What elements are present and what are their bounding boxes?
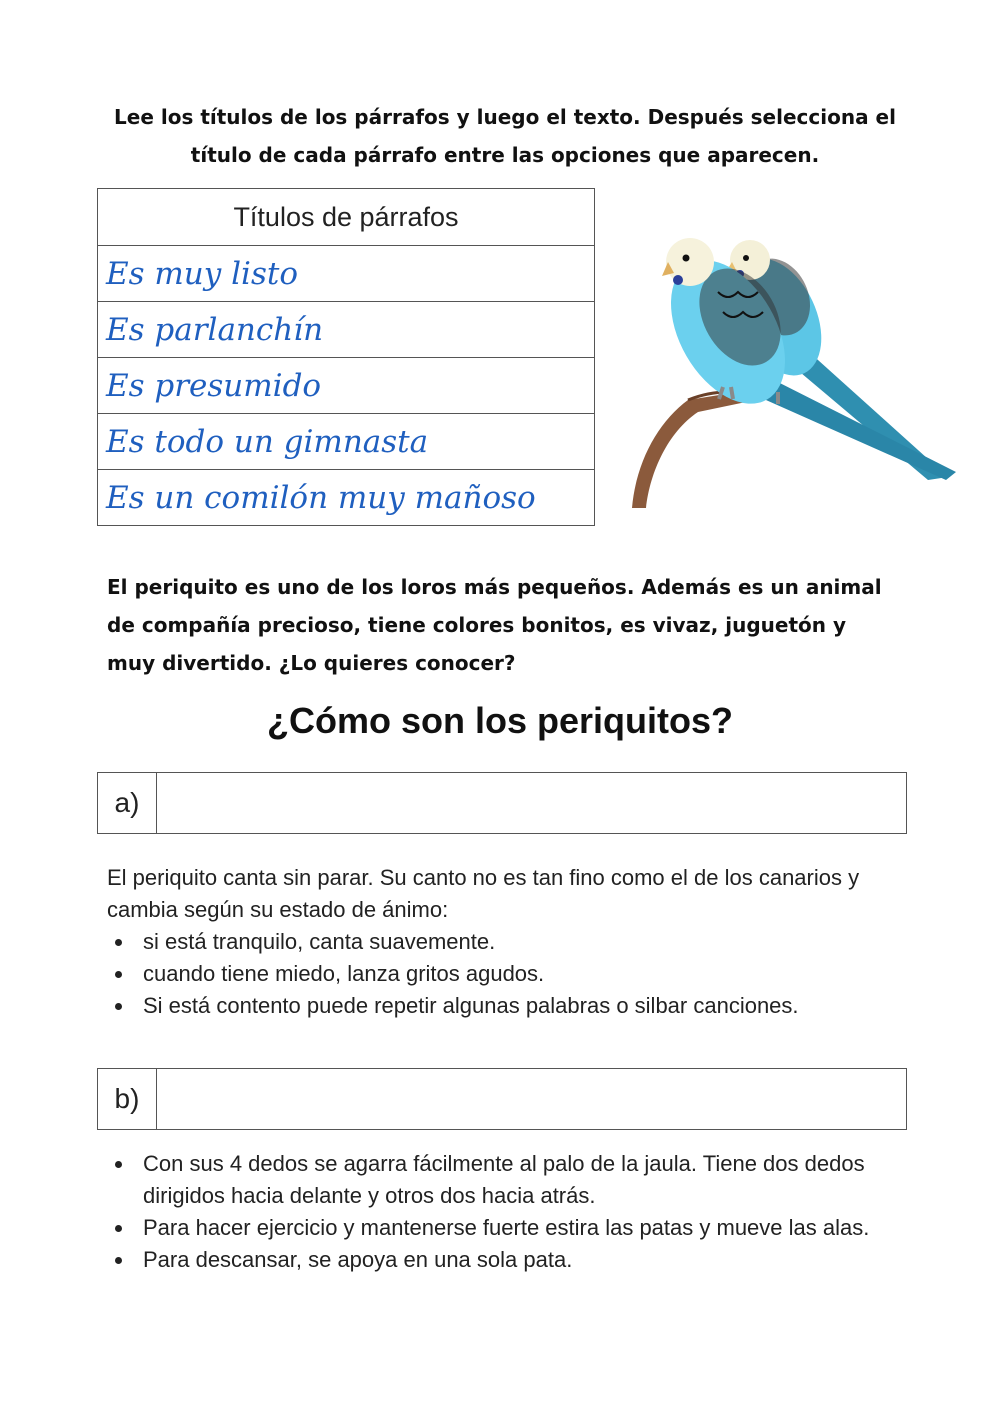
answer-label-a: a)	[98, 773, 157, 833]
answer-row-a	[97, 772, 907, 834]
titles-table-header: Títulos de párrafos	[98, 189, 595, 246]
paragraph-b	[107, 1148, 907, 1276]
paragraph-a	[107, 862, 907, 1022]
list-item: Con sus 4 dedos se agarra fácilmente al palo de la jaula. Tiene dos dedos dirigidos hacia delante y otros dos hacia atrás.	[143, 1148, 907, 1212]
list-item: Para hacer ejercicio y mantenerse fuerte estira las patas y mueve las alas.	[143, 1212, 907, 1244]
title-option[interactable]: Es presumido	[98, 358, 595, 414]
paragraph-b-list	[107, 1148, 907, 1276]
answer-dropzone-b[interactable]	[157, 1069, 906, 1129]
list-item: cuando tiene miedo, lanza gritos agudos.	[143, 958, 907, 990]
answer-row-b	[97, 1068, 907, 1130]
answer-dropzone-a[interactable]	[157, 773, 906, 833]
title-option[interactable]: Es un comilón muy mañoso	[98, 470, 595, 526]
titles-table	[97, 188, 595, 526]
title-option[interactable]: Es parlanchín	[98, 302, 595, 358]
list-item: si está tranquilo, canta suavemente.	[143, 926, 907, 958]
paragraph-a-list	[107, 926, 907, 1022]
instructions: Lee los títulos de los párrafos y luego el texto. Después selecciona el título de cada párrafo entre las opciones que aparecen.	[114, 105, 896, 167]
page-title: ¿Cómo son los periquitos?	[267, 700, 733, 741]
parakeets-image	[628, 222, 958, 512]
title-option[interactable]: Es todo un gimnasta	[98, 414, 595, 470]
paragraph-a-text: El periquito canta sin parar. Su canto no es tan fino como el de los canarios y cambia según su estado de ánimo:	[107, 865, 860, 922]
intro-text: El periquito es uno de los loros más pequeños. Además es un animal de compañía precioso, tiene colores bonitos, es vivaz, juguetón y muy divertido. ¿Lo quieres conocer?	[107, 575, 882, 675]
list-item: Si está contento puede repetir algunas palabras o silbar canciones.	[143, 990, 907, 1022]
title-option[interactable]: Es muy listo	[98, 246, 595, 302]
answer-label-b: b)	[98, 1069, 157, 1129]
list-item: Para descansar, se apoya en una sola pata.	[143, 1244, 907, 1276]
